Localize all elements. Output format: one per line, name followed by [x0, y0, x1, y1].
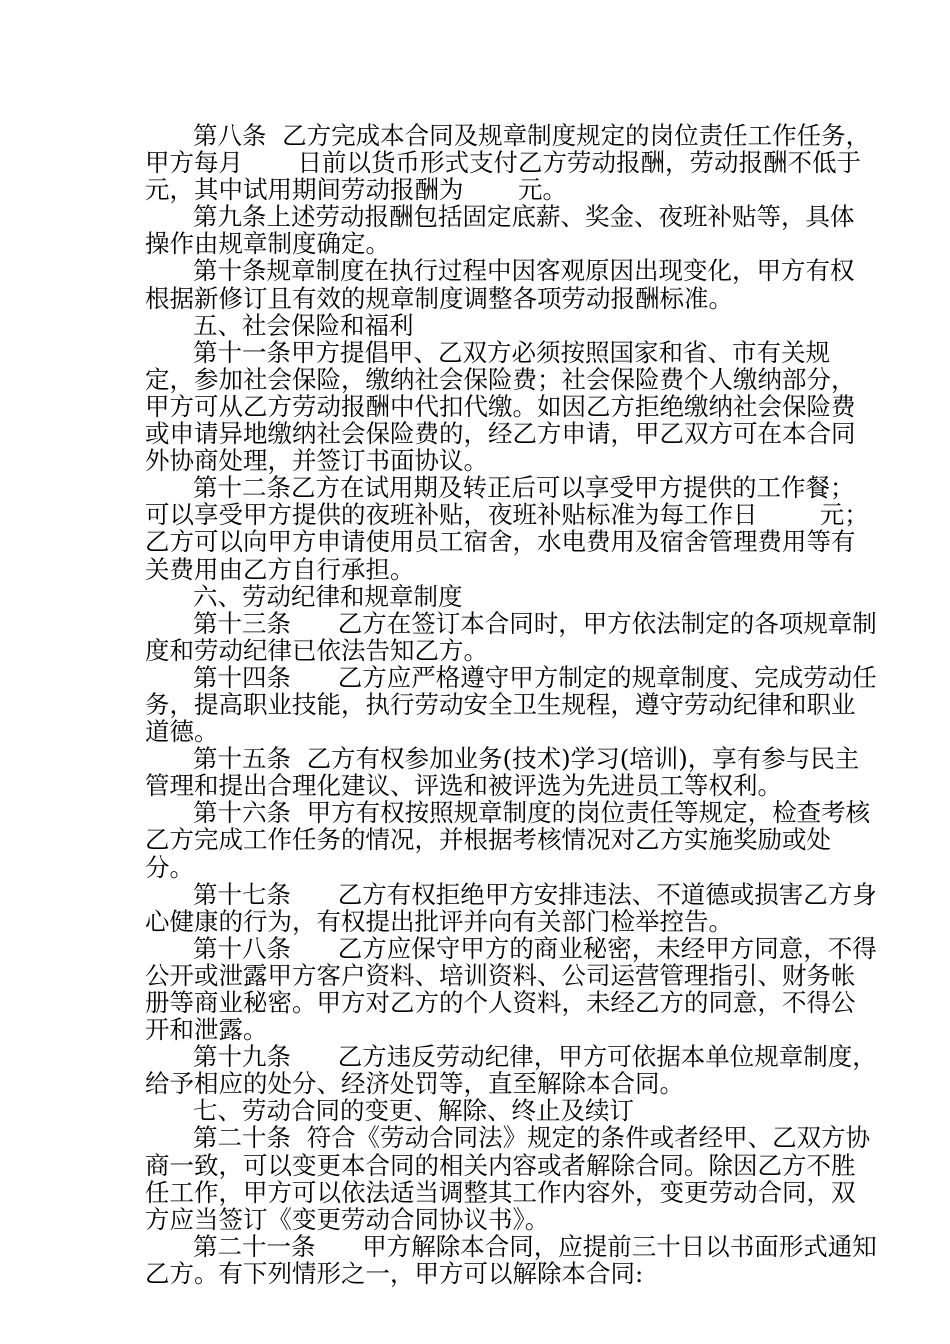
text-line: 方应当签订《变更劳动合同协议书》。	[145, 1204, 550, 1234]
text-line: 第十二条乙方在试用期及转正后可以享受甲方提供的工作餐；	[193, 473, 855, 503]
text-line: 第十条规章制度在执行过程中因客观原因出现变化，甲方有权	[193, 256, 855, 286]
text-line: 公开或泄露甲方客户资料、培训资料、公司运营管理指引、财务帐	[145, 960, 856, 990]
text-line: 第十五条 乙方有权参加业务(技术)学习(培训)，享有参与民主	[193, 744, 860, 774]
text-line: 给予相应的处分、经济处罚等，直至解除本合同。	[145, 1069, 684, 1099]
text-line: 元，其中试用期间劳动报酬为 元。	[145, 175, 568, 205]
text-line: 七、劳动合同的变更、解除、终止及续订	[193, 1096, 634, 1126]
text-line: 第十一条甲方提倡甲、乙双方必须按照国家和省、市有关规	[193, 337, 830, 367]
text-line: 第十七条 乙方有权拒绝甲方安排违法、不道德或损害乙方身	[193, 879, 877, 909]
text-line: 册等商业秘密。甲方对乙方的个人资料，未经乙方的同意，不得公	[145, 988, 856, 1017]
text-line: 任工作，甲方可以依法适当调整其工作内容外，变更劳动合同，双	[145, 1177, 856, 1207]
text-line: 第十三条 乙方在签订本合同时，甲方依法制定的各项规章制	[193, 608, 877, 638]
text-line: 第九条上述劳动报酬包括固定底薪、奖金、夜班补贴等，具体	[193, 202, 855, 232]
text-line: 关费用由乙方自行承担。	[145, 554, 415, 584]
text-line: 第十八条 乙方应保守甲方的商业秘密，未经甲方同意，不得	[193, 933, 877, 963]
text-line: 度和劳动纪律已依法告知乙方。	[145, 635, 488, 665]
text-line: 甲方每月 日前以货币形式支付乙方劳动报酬，劳动报酬不低于	[145, 148, 862, 178]
text-line: 六、劳动纪律和规章制度	[193, 581, 463, 611]
text-line: 务，提高职业技能，执行劳动安全卫生规程，遵守劳动纪律和职业	[145, 689, 856, 719]
text-line: 可以享受甲方提供的夜班补贴，夜班补贴标准为每工作日 元；	[145, 500, 869, 530]
text-line: 第二十一条 甲方解除本合同，应提前三十日以书面形式通知	[193, 1231, 877, 1261]
text-line: 根据新修订且有效的规章制度调整各项劳动报酬标准。	[145, 283, 733, 313]
text-line: 道德。	[145, 717, 219, 747]
text-line: 第十六条 甲方有权按照规章制度的岗位责任等规定，检查考核	[193, 798, 871, 828]
text-line: 乙方可以向甲方申请使用员工宿舍，水电费用及宿舍管理费用等有	[145, 527, 856, 557]
text-line: 操作由规章制度确定。	[145, 229, 390, 259]
text-line: 第二十条 符合《劳动合同法》规定的条件或者经甲、乙双方协	[193, 1123, 871, 1153]
text-line: 第十九条 乙方违反劳动纪律，甲方可依据本单位规章制度，	[193, 1042, 877, 1072]
text-line: 定，参加社会保险，缴纳社会保险费；社会保险费个人缴纳部分，	[145, 364, 856, 394]
text-line: 乙方完成工作任务的情况，并根据考核情况对乙方实施奖励或处	[145, 825, 831, 855]
text-line: 第十四条 乙方应严格遵守甲方制定的规章制度、完成劳动任	[193, 662, 877, 692]
text-line: 乙方。有下列情形之一，甲方可以解除本合同:	[145, 1258, 644, 1288]
text-line: 或申请异地缴纳社会保险费的，经乙方申请，甲乙双方可在本合同	[145, 419, 856, 449]
text-line: 外协商处理，并签订书面协议。	[145, 446, 488, 476]
text-line: 第八条 乙方完成本合同及规章制度规定的岗位责任工作任务，	[193, 121, 871, 150]
text-line: 甲方可从乙方劳动报酬中代扣代缴。如因乙方拒绝缴纳社会保险费	[145, 391, 856, 421]
document-body	[145, 121, 877, 1288]
text-line: 开和泄露。	[145, 1015, 268, 1045]
text-line: 心健康的行为，有权提出批评并向有关部门检举控告。	[145, 906, 733, 936]
text-line: 管理和提出合理化建议、评选和被评选为先进员工等权利。	[145, 771, 782, 801]
text-line: 五、社会保险和福利	[193, 310, 414, 340]
text-line: 商一致，可以变更本合同的相关内容或者解除合同。除因乙方不胜	[145, 1150, 856, 1180]
text-line: 分。	[145, 852, 194, 882]
